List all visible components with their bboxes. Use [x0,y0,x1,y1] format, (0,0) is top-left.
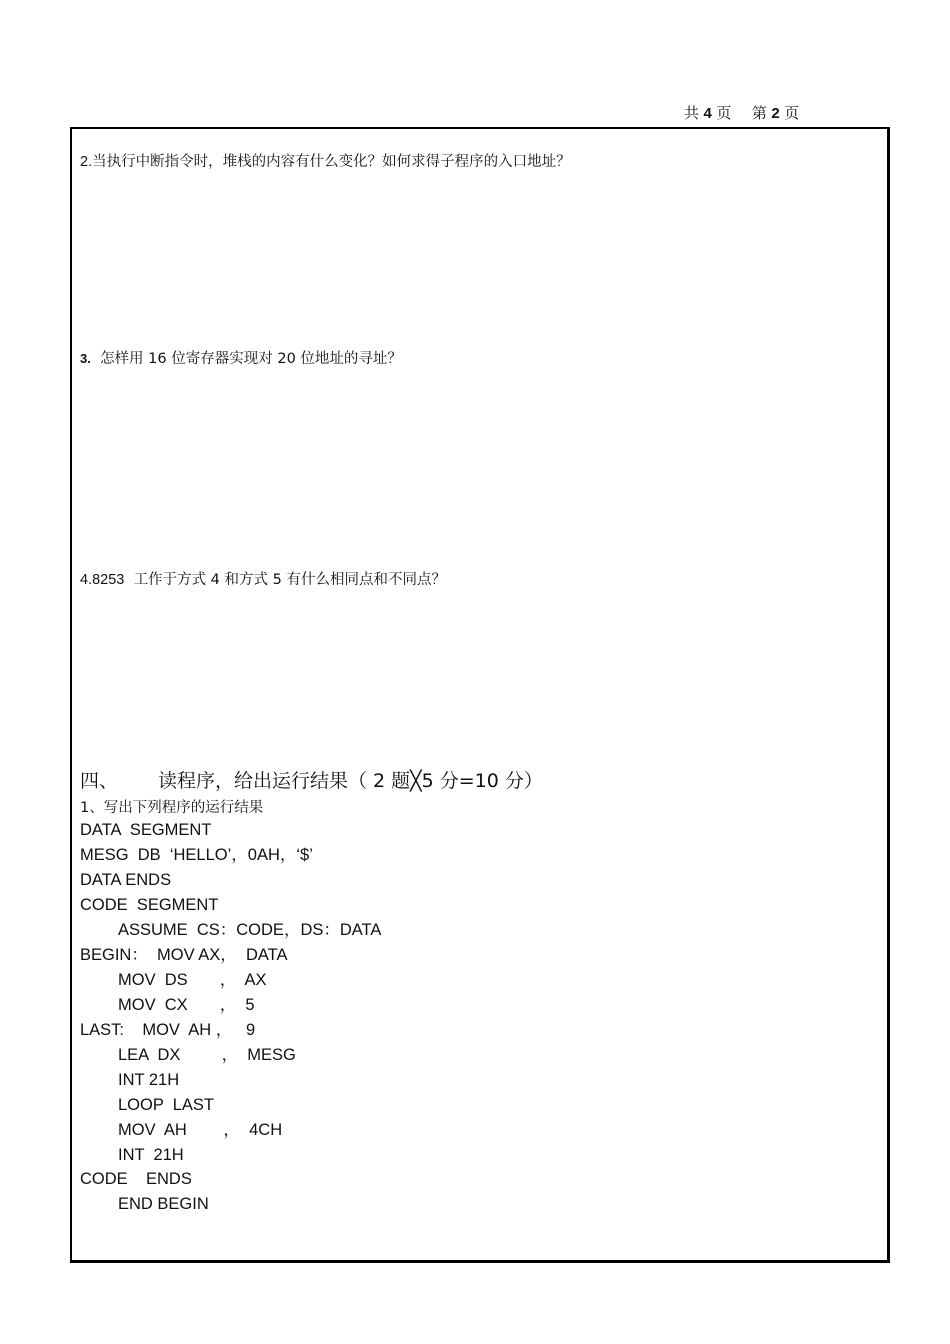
current-suffix: 页 [784,104,800,122]
total-pages: 4 [703,105,713,122]
code-line: MESG DB ‘HELLO’，0AH，‘$’ [80,846,313,864]
total-prefix: 共 [684,104,700,122]
question-number: 2. [80,154,93,170]
section-title [80,766,543,793]
code-line: INT 21H [118,1071,180,1089]
code-line: CODE ENDS [80,1170,192,1188]
question-2 [80,150,571,171]
question-text: 当执行中断指令时，堆栈的内容有什么变化？如何求得子程序的入口地址？ [92,154,571,170]
code-line: MOV CX ， 5 [118,996,255,1014]
current-page: 2 [771,105,781,122]
question-text: 怎样用 16 位寄存器实现对 20 位地址的寻址？ [100,351,402,367]
question-3 [80,347,402,368]
question-text: 工作于方式 4 和方式 5 有什么相同点和不同点？ [133,572,446,588]
code-line: LEA DX ， MESG [118,1046,296,1064]
code-line: LOOP LAST [118,1096,214,1114]
section-heading: 读程序，给出运行结果（ 2 题╳5 分=10 分） [158,770,543,792]
question-number: 4.8253 [80,572,125,588]
code-line: INT 21H [118,1146,184,1164]
code-line: BEGIN： MOV AX， DATA [80,946,288,964]
code-line: DATA ENDS [80,871,172,889]
page-counter [684,102,800,123]
section-number: 四、 [80,770,119,792]
code-line: LAST: MOV AH ， 9 [80,1021,256,1039]
question-number: 3. [80,351,91,366]
code-line: END BEGIN [118,1195,209,1213]
code-line: CODE SEGMENT [80,896,219,914]
code-line: MOV DS ， AX [118,971,267,989]
code-line: DATA SEGMENT [80,821,212,839]
subquestion-1: 1、写出下列程序的运行结果 [80,800,264,816]
code-line: ASSUME CS：CODE，DS：DATA [118,921,382,939]
code-line: MOV AH ， 4CH [118,1121,283,1139]
current-prefix: 第 [751,104,768,122]
answer-frame [70,127,890,1263]
total-suffix: 页 [716,104,732,122]
question-4 [80,568,446,589]
